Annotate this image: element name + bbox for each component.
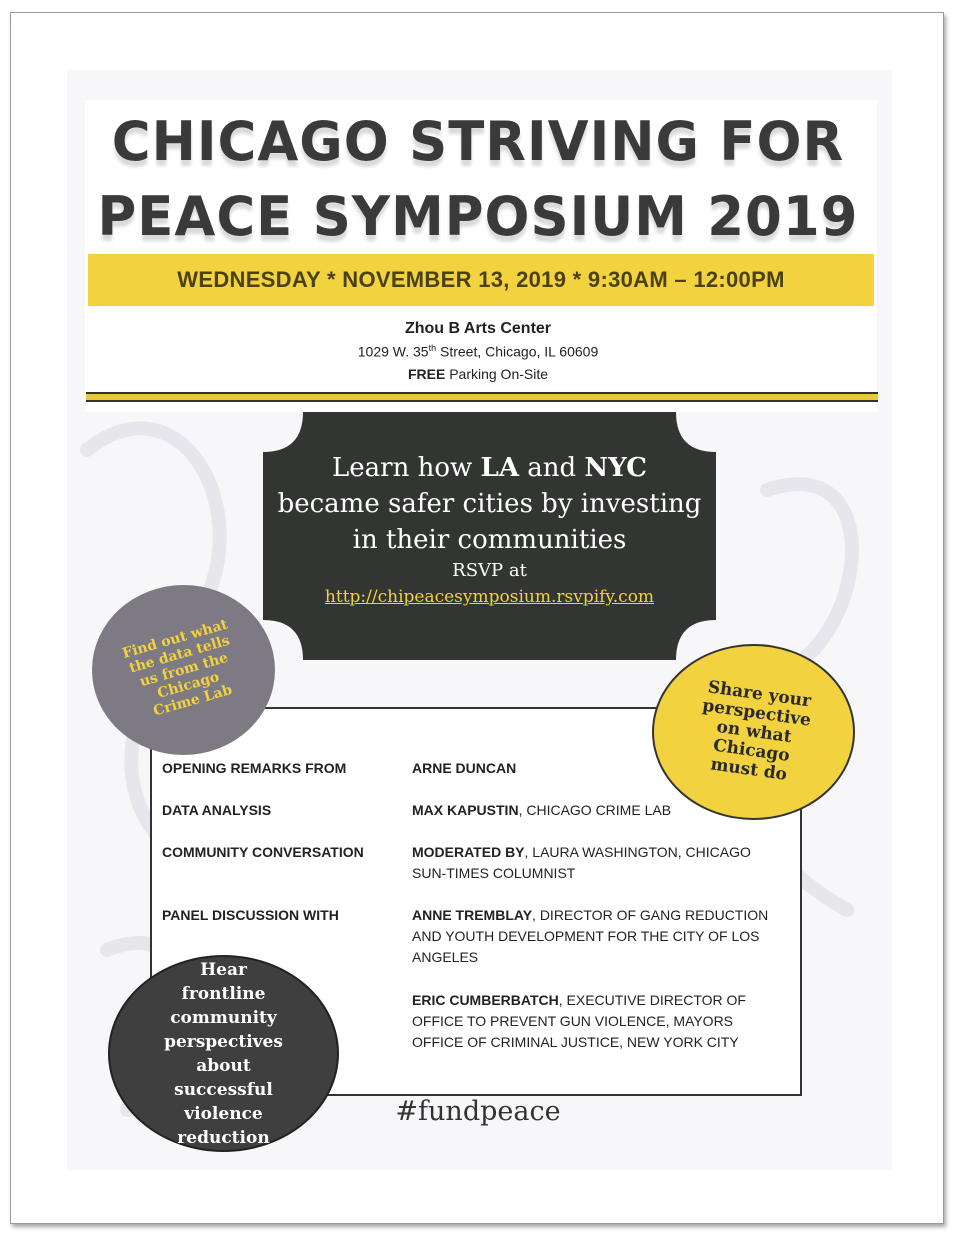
program-label: OPENING REMARKS FROM [162,760,347,776]
title-line-1: CHICAGO STRIVING FOR [111,110,845,173]
program-speaker: MODERATED BY, LAURA WASHINGTON, CHICAGO SUN-TIMES COLUMNIST [412,844,751,881]
divider-rule [86,392,878,402]
venue-name: Zhou B Arts Center [404,320,552,337]
share-callout-text: Share your perspective on what Chicago must do [700,676,812,785]
plaque-lead-line-1: Learn how LA and NYC [332,453,647,483]
program-speaker: ARNE DUNCAN [412,760,517,776]
plaque-lead-line-2: became safer cities by investing [277,489,702,519]
data-callout-text: Find out what the data tells us from the Chicago Crime Lab [120,616,234,720]
program-label: COMMUNITY CONVERSATION [162,844,364,860]
program-speaker: ERIC CUMBERBATCH, EXECUTIVE DIRECTOR OF OFFICE TO PREVENT GUN VIOLENCE, MAYORS OFFICE OF CRIMINAL JUSTICE, NEW YORK CITY [412,992,746,1050]
share-callout-circle [652,644,855,820]
event-date-time: WEDNESDAY * NOVEMBER 13, 2019 * 9:30AM – 12:00PM [177,267,785,292]
title-line-2: PEACE SYMPOSIUM 2019 [97,185,859,248]
program-label: PANEL DISCUSSION WITH [162,907,339,923]
rsvp-label: RSVP at [452,560,527,581]
venue-parking: FREE Parking On-Site [407,366,549,382]
date-bar [88,254,874,306]
hear-callout-text: Hear frontline community perspectives about successful violence reduction [164,959,283,1148]
plaque-lead-line-3: in their communities [352,525,627,555]
program-speaker: ANNE TREMBLAY, DIRECTOR OF GANG REDUCTION AND YOUTH DEVELOPMENT FOR THE CITY OF LOS ANGELES [412,907,769,965]
data-callout-circle [92,585,275,755]
program-speaker: MAX KAPUSTIN, CHICAGO CRIME LAB [412,802,672,818]
venue-address: 1029 W. 35th Street, Chicago, IL 60609 [357,343,599,360]
rsvp-link[interactable]: http://chipeacesymposium.rsvpify.com [324,587,655,607]
hashtag: #fundpeace [395,1096,561,1127]
plaque-text [263,450,716,607]
program-label: DATA ANALYSIS [162,802,272,818]
